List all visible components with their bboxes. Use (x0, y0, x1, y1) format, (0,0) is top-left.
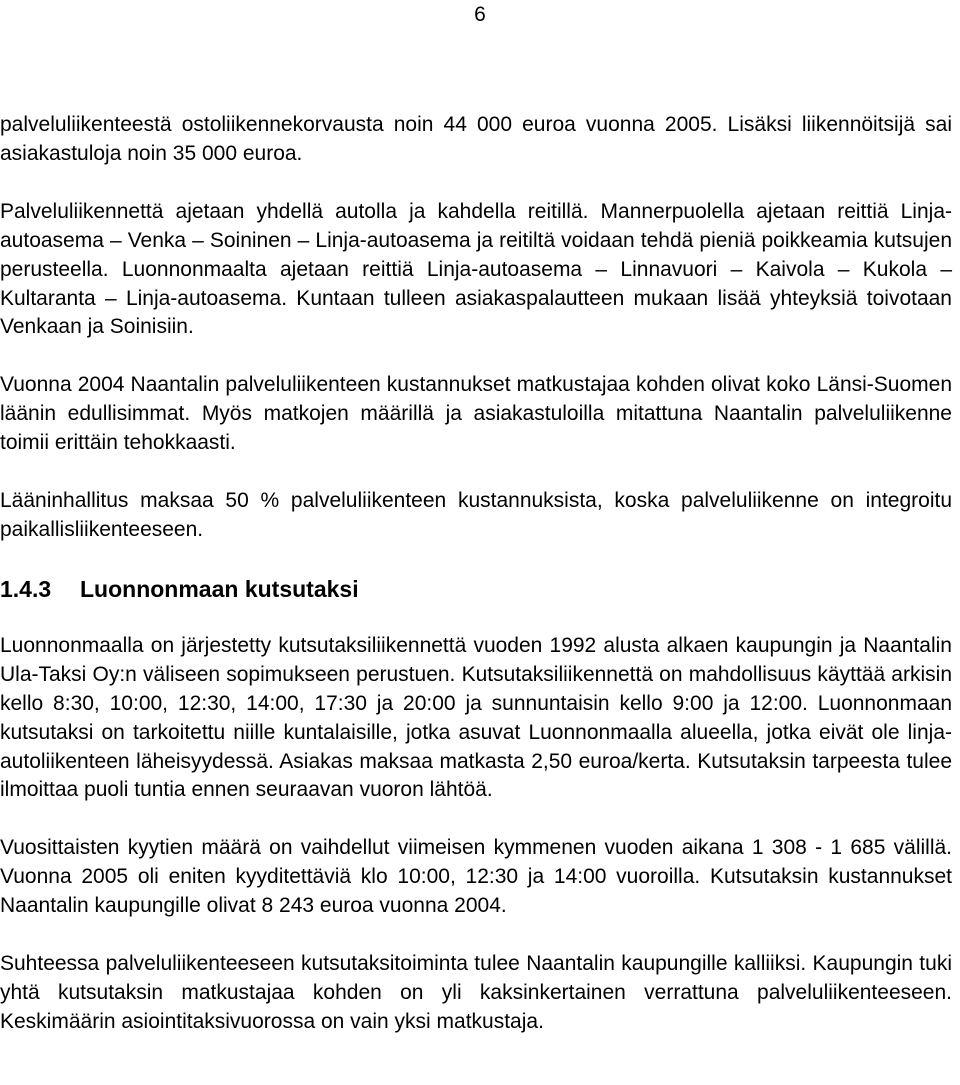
page-number: 6 (474, 3, 486, 26)
document-body (0, 111, 952, 1066)
section-number: 1.4.3 (0, 575, 52, 602)
paragraph: Vuosittaisten kyytien määrä on vaihdellut viimeisen kymmenen vuoden aikana 1 308 - 1 685 välillä. Vuonna 2005 oli eniten kyyditettäviä klo 10:00, 12:30 ja 14:00 vuoroilla. Kutsutaksin kustannukset Naantalin kaupungille olivat 8 243 euroa vuonna 2004. (0, 836, 952, 918)
paragraph: palveluliikenteestä ostoliikennekorvausta noin 44 000 euroa vuonna 2005. Lisäksi liikennöitsijä sai asiakastuloja noin 35 000 euroa. (0, 113, 952, 165)
paragraph: Vuonna 2004 Naantalin palveluliikenteen kustannukset matkustajaa kohden olivat koko Länsi-Suomen läänin edullisimmat. Myös matkojen määrillä ja asiakastuloilla mitattuna Naantalin palveluliikenne toimii erittäin tehokkaasti. (0, 373, 952, 455)
section-title: Luonnonmaan kutsutaksi (80, 575, 359, 602)
section-heading (0, 574, 952, 604)
paragraph: Luonnonmaalla on järjestetty kutsutaksiliikennettä vuoden 1992 alusta alkaen kaupungin ja Naantalin Ula-Taksi Oy:n väliseen sopimukseen perustuen. Kutsutaksiliikennettä on mahdollisuus käyttää arkisin kello 8:30, 10:00, 12:30, 14:00, 17:30 ja 20:00 ja sunnuntaisin kello 9:00 ja 12:00. Luonnonmaan kutsutaksi on tarkoitettu niille kuntalaisille, jotka asuvat Luonnonmaalla alueella, jotka eivät ole linja-autoliikenteen läheisyydessä. Asiakas maksaa matkasta 2,50 euroa/kerta. Kutsutaksin tarpeesta tulee ilmoittaa puoli tuntia ennen seuraavan vuoron lähtöä. (0, 633, 952, 802)
paragraph: Suhteessa palveluliikenteeseen kutsutaksitoiminta tulee Naantalin kaupungille kalliiksi. Kaupungin tuki yhtä kutsutaksin matkustajaa kohden on yli kaksinkertainen verrattuna palveluliikenteeseen. Keskimäärin asiointitaksivuorossa on vain yksi matkustaja. (0, 952, 952, 1033)
paragraph: Palveluliikennettä ajetaan yhdellä autolla ja kahdella reitillä. Mannerpuolella ajetaan reittiä Linja-autoasema – Venka – Soininen – Linja-autoasema ja reitiltä voidaan tehdä pieniä poikkeamia kutsujen perusteella. Luonnonmaalta ajetaan reittiä Linja-autoasema – Linnavuori – Kaivola – Kukola – Kultaranta – Linja-autoasema. Kuntaan tulleen asiakaspalautteen mukaan lisää yhteyksiä toivotaan Venkaan ja Soinisiin. (0, 199, 952, 339)
paragraph: Lääninhallitus maksaa 50 % palveluliikenteen kustannuksista, koska palveluliikenne on integroitu paikallisliikenteeseen. (0, 489, 952, 541)
